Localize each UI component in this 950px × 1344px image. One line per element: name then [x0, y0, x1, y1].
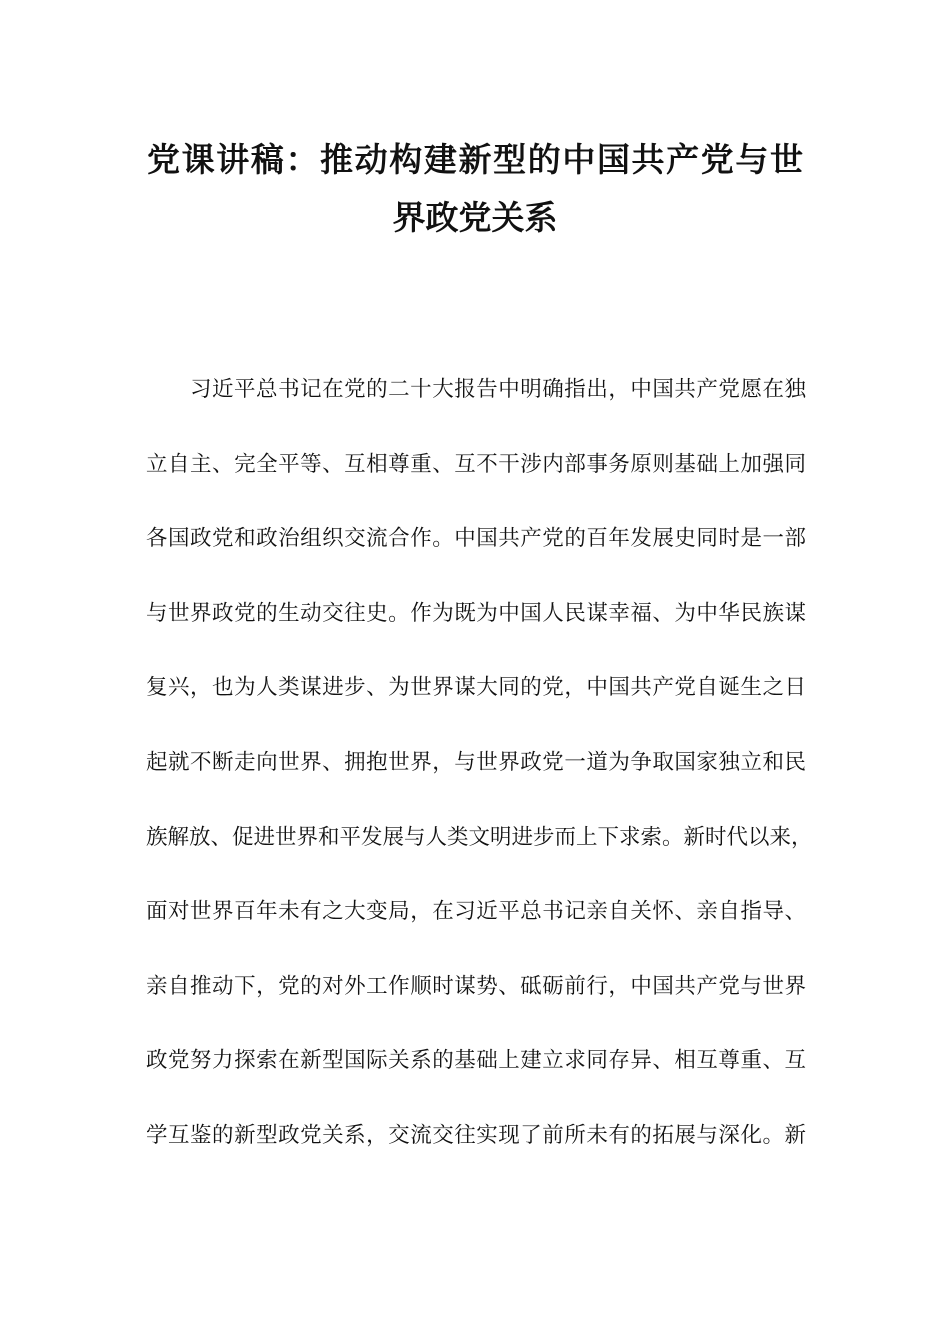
body-line: 与世界政党的生动交往史。作为既为中国人民谋幸福、为中华民族谋 — [146, 600, 806, 626]
body-line: 学互鉴的新型政党关系，交流交往实现了前所未有的拓展与深化。新 — [146, 1122, 806, 1148]
document-title-line-1: 党课讲稿：推动构建新型的中国共产党与世 — [147, 140, 803, 179]
document-title-line-2: 界政党关系 — [392, 198, 558, 237]
body-line: 政党努力探索在新型国际关系的基础上建立求同存异、相互尊重、互 — [146, 1048, 806, 1074]
body-line: 习近平总书记在党的二十大报告中明确指出，中国共产党愿在独 — [190, 377, 806, 402]
document-body — [146, 372, 813, 1193]
body-line: 复兴，也为人类谋进步、为世界谋大同的党，中国共产党自诞生之日 — [146, 675, 806, 701]
body-line: 面对世界百年未有之大变局，在习近平总书记亲自关怀、亲自指导、 — [146, 899, 806, 925]
body-line: 立自主、完全平等、互相尊重、互不干涉内部事务原则基础上加强同 — [146, 451, 806, 477]
body-line: 各国政党和政治组织交流合作。中国共产党的百年发展史同时是一部 — [146, 526, 806, 552]
body-line: 族解放、促进世界和平发展与人类文明进步而上下求索。新时代以来， — [146, 824, 813, 850]
body-line: 起就不断走向世界、拥抱世界，与世界政党一道为争取国家独立和民 — [146, 749, 806, 775]
body-line: 亲自推动下，党的对外工作顺时谋势、砥砺前行，中国共产党与世界 — [146, 973, 806, 999]
